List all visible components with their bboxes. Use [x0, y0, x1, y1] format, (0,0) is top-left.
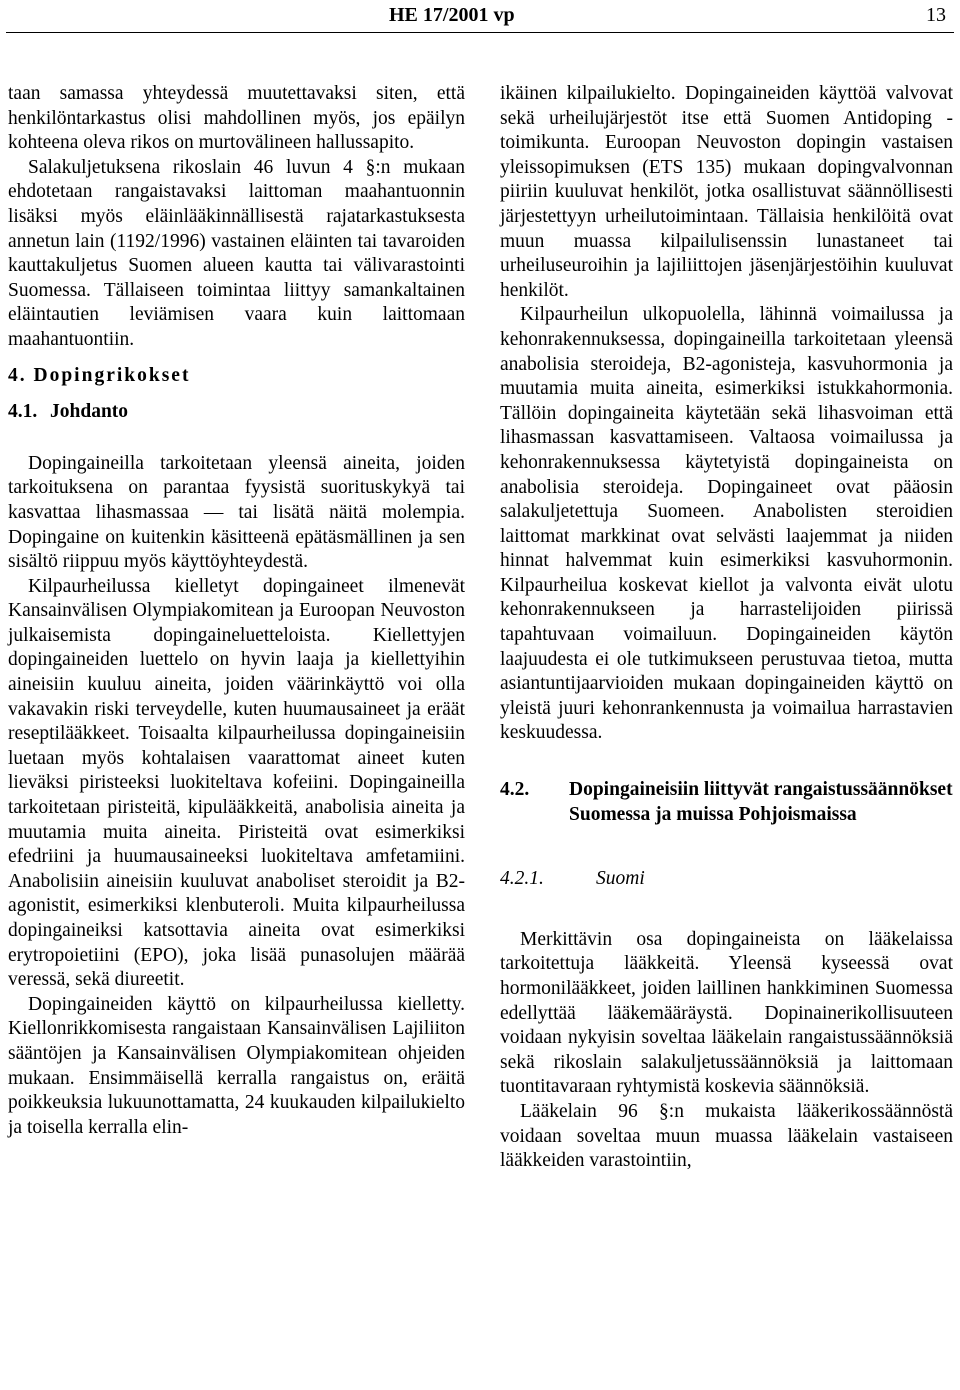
document-id: HE 17/2001 vp [389, 4, 515, 26]
section-title: Dopingaineisiin liittyvät rangaistussäännökset Suomessa ja muissa Pohjoismaissa [569, 779, 953, 825]
paragraph: Dopingaineilla tarkoitetaan yleensä aineita, joiden tarkoituksena on parantaa fyysistä suorituskykyä tai kasvattaa lihasmassaa — tai lisätä näitä molempia. Dopingaine on kuitenkin käsitteenä epätäsmällinen ja sen sisältö riippuu myös käyttöyhteydestä. [8, 452, 465, 573]
section-title: Suomi [596, 868, 645, 890]
paragraph: Salakuljetuksena rikoslain 46 luvun 4 §:n mukaan ehdotetaan rangaistavaksi laittoman maahantuonnin lisäksi myös eläinlääkinnällisestä rajatarkastuksesta annetun lain (1192/1996) vastainen eläinten tai tavaroiden kauttakuljetus Suomen alueen kautta tai välivarastointi Suomessa. Tällaiseen toimintaa liittyy samankaltainen eläintautien leviämisen vaara kuin laittomaan maahantuontiin. [8, 156, 465, 350]
section-number: 4.2. [500, 779, 530, 801]
section-heading-4-1 [8, 400, 465, 425]
header-rule [6, 32, 954, 33]
page-number: 13 [926, 4, 946, 26]
section-heading-4-2 [500, 778, 953, 827]
paragraph: Merkittävin osa dopingaineista on lääkelaissa tarkoitettuja lääkkeitä. Yleensä kyseessä ovat hormonilääkkeet, joiden laillinen hankkiminen Suomessa edellyttää lääkemääräystä. Dopinainerikollisuuteen voidaan nykyisin soveltaa lääkelain rangaistussäännöksiä sekä rikoslain salakuljetussäännöksiä ja laittomaan tuontitavaraan ryhtymistä koskevia säännöksiä. [500, 928, 953, 1098]
paragraph: Kilpaurheilun ulkopuolella, lähinnä voimailussa ja kehonrakennuksessa, dopingaineilla tarkoitetaan yleensä anabolisia steroideja, B2-agonisteja, kasvuhormonia ja muutamia muita aineita, esimerkiksi istukkahormonia. Tällöin dopingaineita käytetään sekä lihasvoiman että lihasmassan kasvattamiseen. Valtaosa voimailussa ja kehonrakennuksessa käytetyistä dopingaineista on anabolisia steroideja. Dopingaineet ovat pääosin salakuljetettuja Suomeen. Anabolisten steroidien laittomat markkinat ovat selvästi laajemmat ja niiden hinnat halvemmat kuin esimerkiksi kasvuhormonin. Kilpaurheilua koskevat kiellot ja valvonta eivät ulotu kehonrakennukseen ja harrastelijoiden piirissä tapahtuvaan voimailuun. Dopingaineiden käytön laajuudesta ei ole tutkimukseen perustuvaa tietoa, mutta asiantuntijaarvioiden mukaan dopingaineiden käyttö on yleistä juuri kehonrankennusta ja voimailua harrastavien keskuudessa. [500, 304, 953, 744]
section-number: 4.2.1. [500, 868, 544, 890]
section-heading-4-2-1 [500, 867, 953, 892]
page-header [0, 0, 960, 34]
paragraph: taan samassa yhteydessä muutettavaksi siten, että henkilöntarkastus olisi mahdollinen myös, jos epäilyn kohteena oleva rikos on murtovälineen hallussapito. [8, 83, 465, 154]
paragraph: Dopingaineiden käyttö on kilpaurheilussa kielletty. Kiellonrikkomisesta rangaistaan Kansainvälisen Lajiliiton sääntöjen ja Kansainvälisen Olympiakomitean ohjeiden mukaan. Ensimmäisellä kerralla rangaistus on, eräitä poikkeuksia lukuunottamatta, 24 kuukauden kilpailukielto ja toisella kerralla elin- [8, 993, 465, 1138]
right-column [500, 82, 953, 1174]
section-number: 4.1. [8, 401, 38, 423]
section-heading-4: 4. Dopingrikokset [8, 364, 191, 386]
paragraph: Kilpaurheilussa kielletyt dopingaineet ilmenevät Kansainvälisen Olympiakomitean ja Euroopan Neuvoston julkaisemista dopingaineluetteloista. Kiellettyjen dopingaineiden luettelo on hyvin laaja ja kiellettyihin aineisiin kuuluu aineita, joiden väärinkäyttö voi olla vakavakin riski terveydelle, kuten huumausaineet ja eräät reseptilääkkeet. Toisaalta kilpaurheilussa dopingaineisiin luetaan myös kohtalaisen vaarattomat aineet kuten lieväksi piristeeksi luokiteltava kofeiini. Dopingaineilla tarkoitetaan piristeitä, kipulääkkeitä, anabolisia aineita ja muutamia muita aineita. Piristeitä ovat esimerkiksi efedriini ja huumausaineeksi luokiteltava amfetamiini. Anabolisiin aineisiin kuuluvat anaboliset steroidit ja B2-agonistit, esimerkiksi klenbuteroli. Muita kilpaurheilussa dopingaineiksi katsottavia aineita ovat esimerkiksi erytropoietiini (EPO), joka lisää punasolujen määrää veressä, sekä diureetit. [8, 575, 465, 991]
paragraph: Lääkelain 96 §:n mukaista lääkerikossäännöstä voidaan soveltaa muun muassa lääkelain vastaiseen lääkkeiden varastointiin, [500, 1100, 953, 1172]
section-title: Johdanto [50, 401, 129, 423]
left-column [8, 82, 465, 1140]
paragraph: ikäinen kilpailukielto. Dopingaineiden käyttöä valvovat sekä urheilujärjestöt itse että Suomen Antidoping -toimikunta. Euroopan Neuvoston dopingin vastaisen yleissopimuksen (ETS 135) mukaan dopingvalvonnan piiriin kuuluvat henkilöt, jotka osallistuvat säännöllisesti järjestettyyn urheilutoimintaan. Tällaisia henkilöitä ovat muun muassa kilpailulisenssin lunastaneet tai urheiluseuroihin ja lajiliittojen jäsenjärjestöihin kuuluvat henkilöt. [500, 83, 953, 301]
